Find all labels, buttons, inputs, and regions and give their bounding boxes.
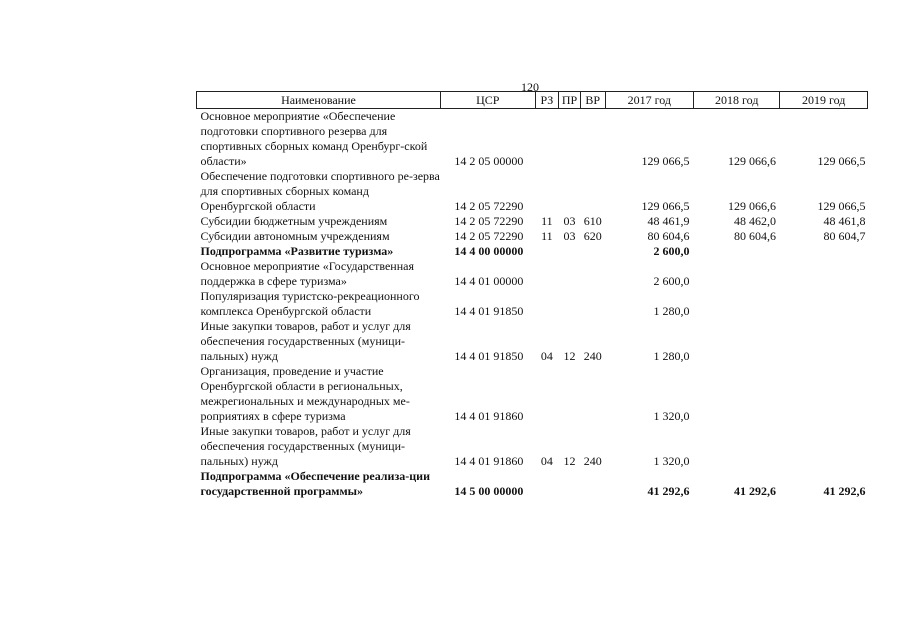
row-2017: 129 066,5 [641,199,690,213]
row-2018 [694,424,780,469]
row-pr [559,364,581,424]
row-rz: 11 [541,214,553,228]
table-row [197,169,868,214]
row-name: Субсидии бюджетным учреждениям [200,214,388,228]
row-2019: 80 604,7 [823,229,866,243]
row-2017: 41 292,6 [647,484,690,498]
row-2018: 48 462,0 [733,214,776,228]
row-name: Подпрограмма «Развитие туризма» [200,244,394,258]
row-2017: 1 280,0 [653,304,690,318]
row-2017: 129 066,5 [641,154,690,168]
header-vr: ВР [580,92,605,109]
row-vr [580,109,605,170]
row-2018: 41 292,6 [733,484,776,498]
table-header [197,92,868,109]
row-vr: 240 [583,349,602,363]
row-csr: 14 2 05 72290 [454,229,524,243]
budget-table [196,91,868,499]
row-2019: 48 461,8 [823,214,866,228]
table-row [197,214,868,229]
row-rz [535,289,559,319]
row-pr [559,259,581,289]
table-row [197,319,868,364]
row-2019 [780,364,868,424]
row-name: Иные закупки товаров, работ и услуг для обеспечения государственных (муници-пальных) нужд [200,424,411,468]
row-rz [535,364,559,424]
header-rz: РЗ [535,92,559,109]
row-2018 [694,289,780,319]
row-csr: 14 2 05 72290 [454,214,524,228]
row-csr: 14 4 01 91850 [454,304,524,318]
row-name: Организация, проведение и участие Оренбургской области в региональных, межрегиональных и международных ме-роприятиях в сфере туризма [200,364,410,423]
row-2018: 129 066,6 [727,199,776,213]
table-row [197,424,868,469]
table-row [197,229,868,244]
table-row [197,469,868,499]
row-csr: 14 4 01 91860 [454,409,524,423]
row-csr: 14 4 01 91860 [454,454,524,468]
row-pr [559,469,581,499]
row-2019 [780,424,868,469]
row-2019: 129 066,5 [817,154,866,168]
row-pr [559,244,581,259]
table-row [197,244,868,259]
row-name: Популяризация туристско-рекреационного комплекса Оренбургской области [200,289,420,318]
row-2018 [694,244,780,259]
row-2019 [780,259,868,289]
header-name: Наименование [197,92,441,109]
row-rz: 04 [540,349,553,363]
row-2017: 1 320,0 [653,409,690,423]
row-2019 [780,319,868,364]
row-vr [580,244,605,259]
page-number: 120 [521,80,539,94]
row-name: Подпрограмма «Обеспечение реализа-ции государственной программы» [200,469,431,498]
row-rz [535,259,559,289]
header-pr: ПР [559,92,581,109]
header-2017: 2017 год [605,92,694,109]
row-name: Основное мероприятие «Государственная поддержка в сфере туризма» [200,259,414,288]
table-row [197,259,868,289]
row-pr: 03 [563,214,576,228]
row-rz [535,109,559,170]
row-vr [580,364,605,424]
row-pr: 03 [563,229,576,243]
row-2018: 80 604,6 [733,229,776,243]
row-rz [535,169,559,214]
row-name: Иные закупки товаров, работ и услуг для обеспечения государственных (муници-пальных) нужд [200,319,411,363]
table-row [197,364,868,424]
row-rz [535,469,559,499]
row-2018 [694,364,780,424]
row-2017: 1 280,0 [653,349,690,363]
row-2017: 48 461,9 [647,214,690,228]
row-csr: 14 4 00 00000 [454,244,524,258]
row-2017: 1 320,0 [653,454,690,468]
row-vr [580,259,605,289]
row-2018: 129 066,6 [727,154,776,168]
row-name: Основное мероприятие «Обеспечение подготовки спортивного резерва для спортивных сборных команд Оренбург-ской области» [200,109,428,168]
row-csr: 14 2 05 72290 [454,199,524,213]
row-name: Субсидии автономным учреждениям [200,229,390,243]
row-2019 [780,244,868,259]
row-2019: 41 292,6 [823,484,866,498]
row-2019: 129 066,5 [817,199,866,213]
row-pr [559,289,581,319]
row-rz: 04 [540,454,553,468]
row-2017: 80 604,6 [647,229,690,243]
row-csr: 14 5 00 00000 [454,484,524,498]
row-vr [580,469,605,499]
row-vr: 620 [583,229,602,243]
row-csr: 14 4 01 91850 [454,349,524,363]
row-2017: 2 600,0 [653,274,690,288]
row-2018 [694,259,780,289]
row-pr: 12 [563,454,576,468]
row-vr: 610 [583,214,602,228]
row-rz [535,244,559,259]
row-pr [559,109,581,170]
header-2018: 2018 год [694,92,780,109]
table-body [197,109,868,500]
row-csr: 14 4 01 00000 [454,274,524,288]
header-2019: 2019 год [780,92,868,109]
row-csr: 14 2 05 00000 [454,154,524,168]
row-rz: 11 [541,229,553,243]
row-vr [580,289,605,319]
row-vr [580,169,605,214]
row-2017: 2 600,0 [653,244,690,258]
row-pr: 12 [563,349,576,363]
row-vr: 240 [583,454,602,468]
table-row [197,289,868,319]
header-csr: ЦСР [440,92,535,109]
row-name: Обеспечение подготовки спортивного ре-зерва для спортивных сборных команд Оренбургской области [200,169,440,213]
row-pr [559,169,581,214]
table-row [197,109,868,170]
row-2018 [694,319,780,364]
row-2019 [780,289,868,319]
